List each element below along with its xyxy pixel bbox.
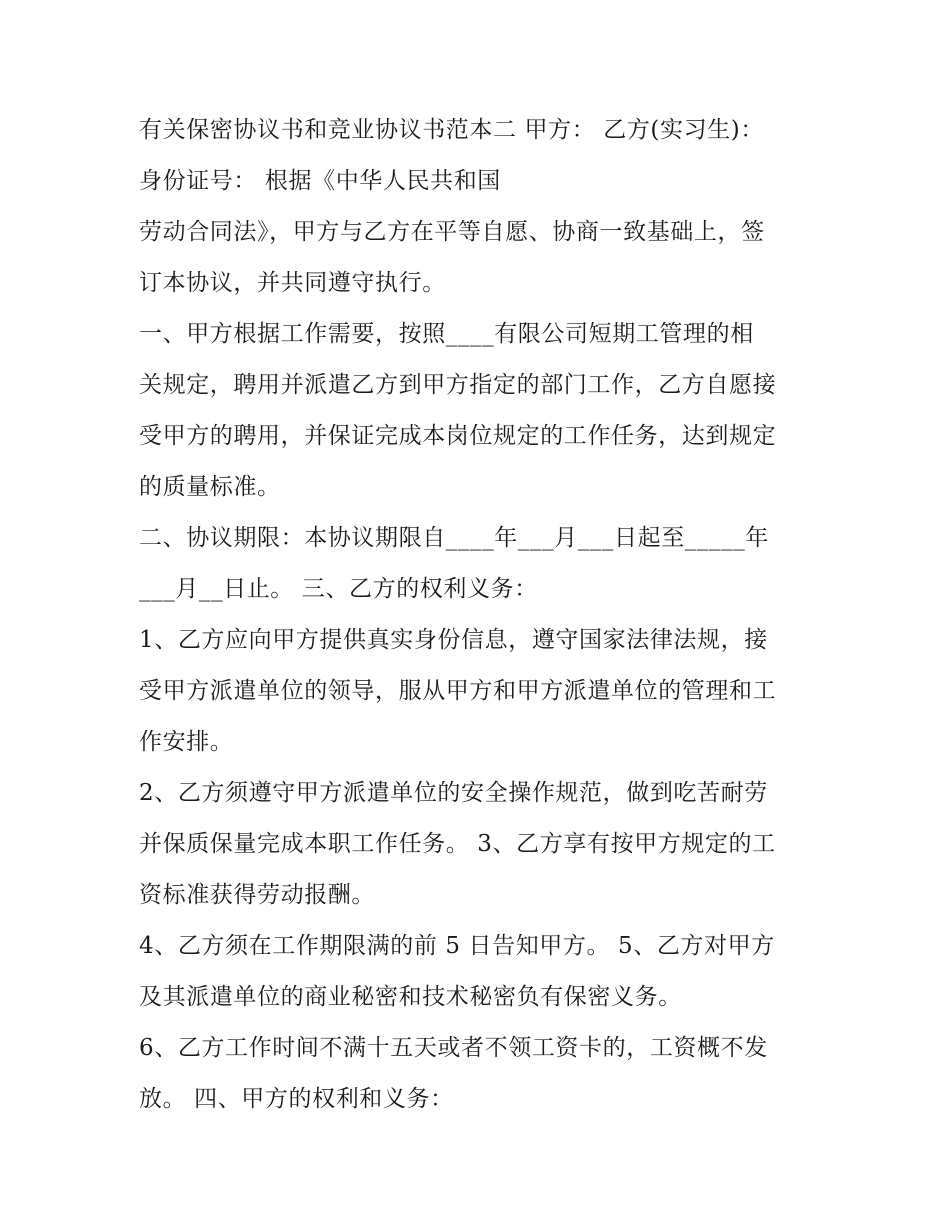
text-line: 的质量标准。 [139,474,281,500]
text-line: ___月__日止。 三、乙方的权利义务： [139,576,538,602]
text-line: 1、乙方应向甲方提供真实身份信息，遵守国家法律法规，接 [139,627,768,653]
text-line: 放。 四、甲方的权利和义务： [139,1086,454,1112]
text-line: 资标准获得劳动报酬。 [139,882,375,908]
text-line: 受甲方派遣单位的领导，服从甲方和甲方派遣单位的管理和工 [139,678,777,704]
text-line: 并保质保量完成本职工作任务。 3、乙方享有按甲方规定的工 [139,831,776,857]
text-line: 受甲方的聘用，并保证完成本岗位规定的工作任务，达到规定 [139,423,777,449]
text-line: 一、甲方根据工作需要，按照____有限公司短期工管理的相 [139,321,754,347]
text-line: 及其派遣单位的商业秘密和技术秘密负有保密义务。 [139,984,682,1010]
text-line: 身份证号： 根据《中华人民共和国 [139,168,501,194]
text-line: 有关保密协议书和竞业协议书范本二 甲方： 乙方(实习生)： [139,117,764,143]
text-line: 作安排。 [139,729,234,755]
text-line: 二、协议期限：本协议期限自____年___月___日起至_____年 [139,525,769,551]
text-line: 6、乙方工作时间不满十五天或者不领工资卡的，工资概不发 [139,1035,768,1061]
text-line: 关规定，聘用并派遣乙方到甲方指定的部门工作，乙方自愿接 [139,372,777,398]
text-line: 4、乙方须在工作期限满的前 5 日告知甲方。 5、乙方对甲方 [139,933,775,959]
text-line: 劳动合同法》，甲方与乙方在平等自愿、协商一致基础上，签 [139,219,765,245]
text-line: 2、乙方须遵守甲方派遣单位的安全操作规范，做到吃苦耐劳 [139,780,768,806]
text-line: 订本协议，并共同遵守执行。 [139,270,446,296]
